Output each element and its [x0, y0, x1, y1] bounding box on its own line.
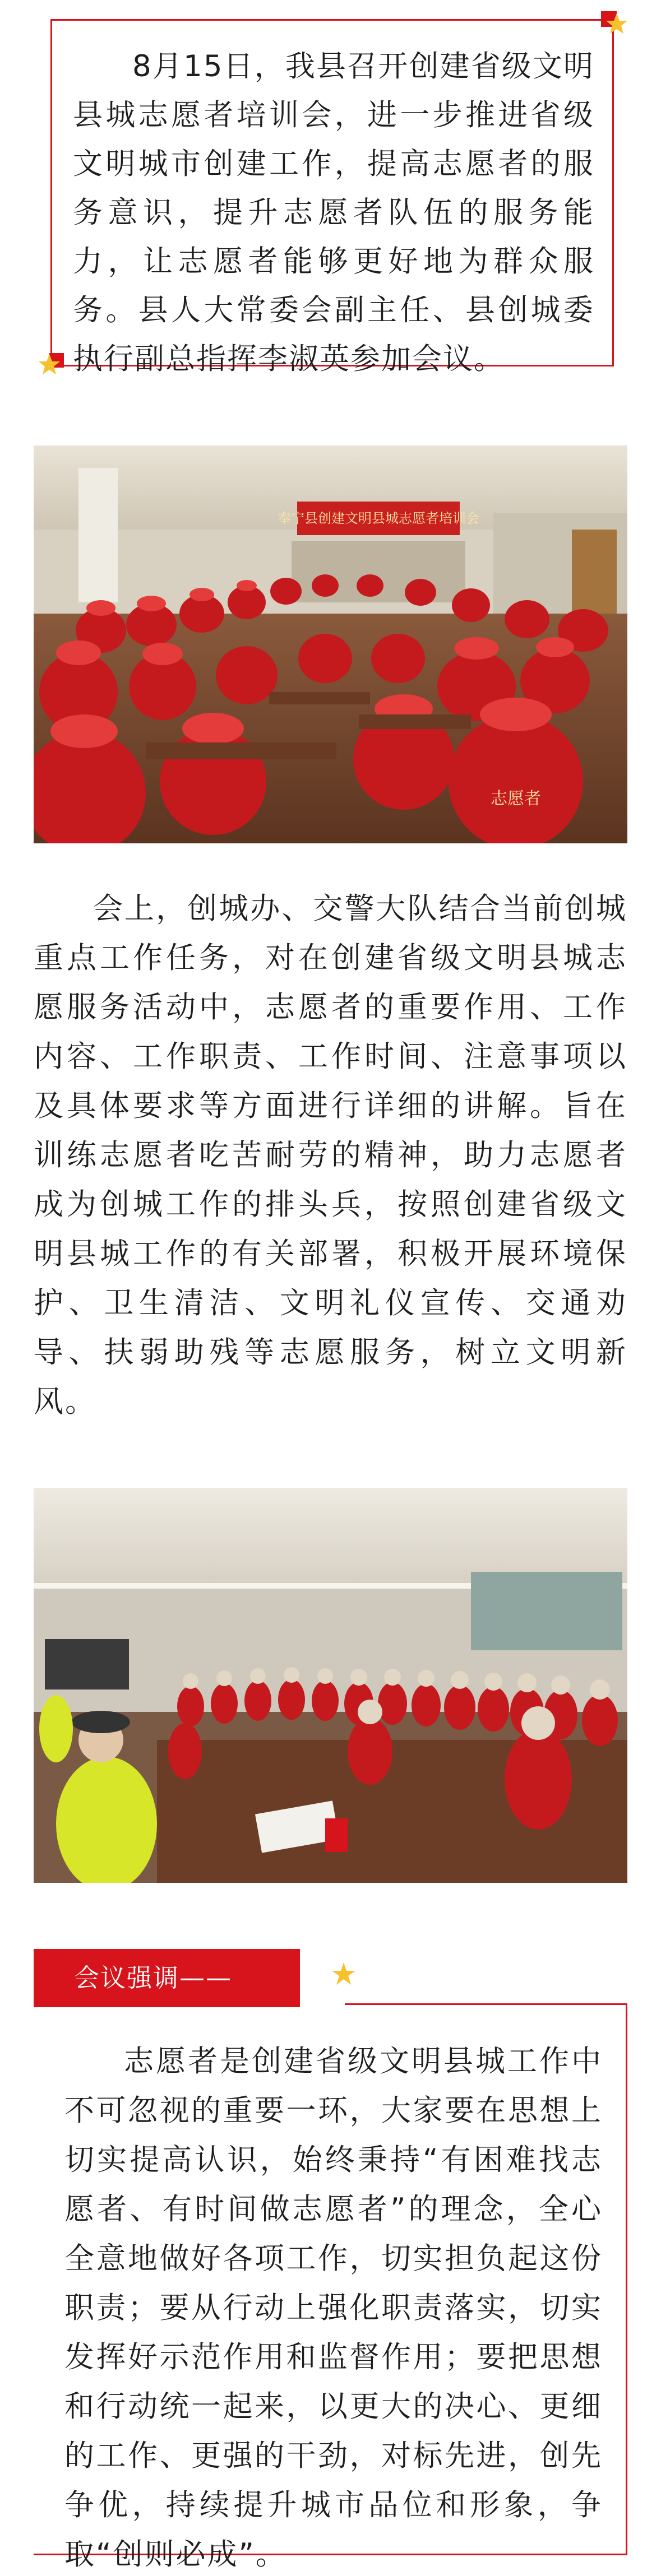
section-tag-meeting-emphasis: 会议强调—— — [34, 1949, 300, 2007]
meeting-content-paragraph: 会上，创城办、交警大队结合当前创城重点工作任务，对在创建省级文明县城志愿服务活动中，志愿者的重要作用、工作内容、工作职责、工作时间、注意事项以及具体要求等方面进行详细的讲解。旨在训练志愿者吃苦耐劳的精神，助力志愿者成为创城工作的排头兵，按照创建省级文明县城工作的有关部署，积极开展环境保护、卫生清洁、文明礼仪宣传、交通劝导、扶弱助残等志愿服务，树立文明新风。 — [34, 892, 627, 1419]
star-icon-top-right — [595, 6, 629, 39]
volunteer-oath-photo — [34, 1488, 627, 1883]
intro-paragraph: 8月15日，我县召开创建省级文明县城志愿者培训会，进一步推进省级文明城市创建工作，提高志愿者的服务意识，提升志愿者队伍的服务能力，让志愿者能够更好地为群众服务。县人大常委会副主任、县创城委执行副总指挥李淑英参加会议。 — [73, 49, 594, 376]
training-meeting-photo — [34, 445, 627, 843]
star-icon-section — [331, 1961, 357, 1987]
star-icon-bottom-left — [36, 349, 70, 382]
emphasis-paragraph: 志愿者是创建省级文明县城工作中不可忽视的重要一环，大家要在思想上切实提高认识，始终秉持“有困难找志愿者、有时间做志愿者”的理念，全心全意地做好各项工作，切实担负起这份职责；要从行动上强化职责落实，切实发挥好示范作用和监督作用；要把思想和行动统一起来，以更大的决心、更细的工作、更强的干劲，对标先进，创先争优，持续提升城市品位和形象，争取“创则必成”。 — [64, 2044, 603, 2572]
meeting-banner-text: 奉宁县创建文明县城志愿者培训会 — [278, 510, 479, 526]
vest-text: 志愿者 — [491, 789, 541, 809]
